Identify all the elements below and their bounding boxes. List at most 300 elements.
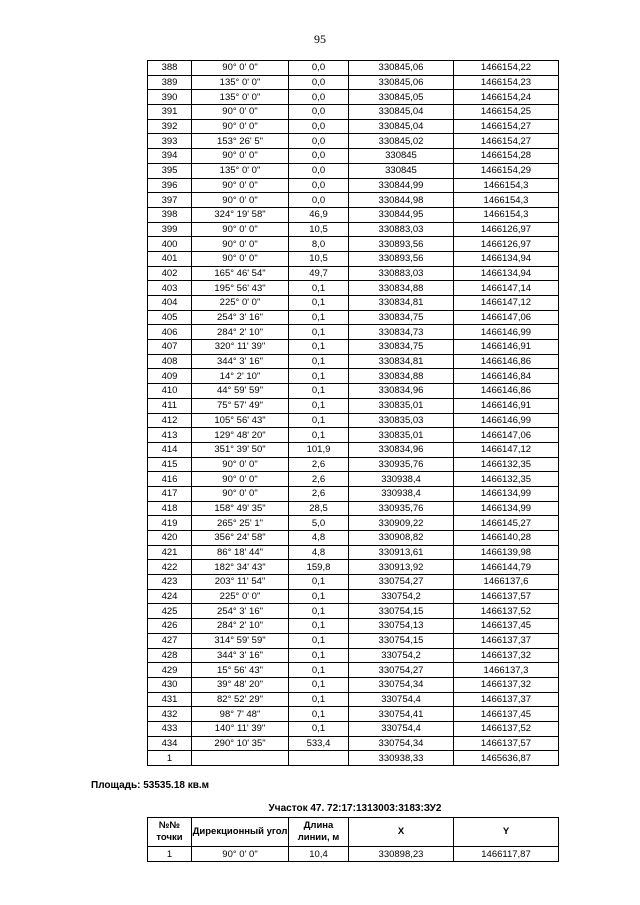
cell-point-number: 391 bbox=[148, 105, 192, 120]
cell-point-number: 397 bbox=[148, 193, 192, 208]
cell-direction-angle: 344° 3' 16" bbox=[192, 648, 289, 663]
cell-x: 330898,23 bbox=[349, 847, 454, 862]
cell-y: 1466146,86 bbox=[454, 384, 559, 399]
cell-point-number: 410 bbox=[148, 384, 192, 399]
cell-x: 330935,76 bbox=[349, 457, 454, 472]
cell-direction-angle: 225° 0' 0" bbox=[192, 589, 289, 604]
header-direction-angle: Дирекционный угол bbox=[192, 818, 289, 847]
table-row bbox=[148, 847, 559, 862]
cell-direction-angle: 290° 10' 35" bbox=[192, 736, 289, 751]
cell-y: 1466137,32 bbox=[454, 648, 559, 663]
cell-x: 330834,81 bbox=[349, 296, 454, 311]
cell-direction-angle: 98° 7' 48" bbox=[192, 707, 289, 722]
cell-point-number: 412 bbox=[148, 413, 192, 428]
cell-y: 1466154,27 bbox=[454, 119, 559, 134]
cell-line-length: 0,1 bbox=[289, 325, 349, 340]
table-row bbox=[148, 237, 559, 252]
cell-line-length: 46,9 bbox=[289, 207, 349, 222]
cell-line-length: 0,1 bbox=[289, 589, 349, 604]
cell-y: 1466154,3 bbox=[454, 193, 559, 208]
cell-y: 1465636,87 bbox=[454, 751, 559, 766]
table-row bbox=[148, 369, 559, 384]
cell-line-length: 28,5 bbox=[289, 501, 349, 516]
cell-direction-angle: 344° 3' 16" bbox=[192, 354, 289, 369]
cell-point-number: 388 bbox=[148, 61, 192, 76]
cell-y: 1466147,14 bbox=[454, 281, 559, 296]
cell-direction-angle: 182° 34' 43" bbox=[192, 560, 289, 575]
cell-line-length: 10,4 bbox=[289, 847, 349, 862]
cell-x: 330834,81 bbox=[349, 354, 454, 369]
cell-line-length: 101,9 bbox=[289, 442, 349, 457]
cell-x: 330845,05 bbox=[349, 90, 454, 105]
cell-direction-angle: 90° 0' 0" bbox=[192, 457, 289, 472]
table-row bbox=[148, 472, 559, 487]
cell-point-number: 427 bbox=[148, 633, 192, 648]
cell-direction-angle: 320° 11' 39" bbox=[192, 340, 289, 355]
cell-x: 330835,03 bbox=[349, 413, 454, 428]
cell-line-length: 159,8 bbox=[289, 560, 349, 575]
table-row bbox=[148, 266, 559, 281]
area-total: Площадь: 53535.18 кв.м bbox=[91, 780, 210, 791]
cell-direction-angle: 105° 56' 43" bbox=[192, 413, 289, 428]
cell-line-length: 0,1 bbox=[289, 721, 349, 736]
cell-y: 1466126,97 bbox=[454, 237, 559, 252]
cell-y: 1466146,99 bbox=[454, 413, 559, 428]
cell-y: 1466147,12 bbox=[454, 442, 559, 457]
cell-y: 1466132,35 bbox=[454, 472, 559, 487]
cell-point-number: 401 bbox=[148, 251, 192, 266]
cell-y: 1466147,06 bbox=[454, 428, 559, 443]
cell-direction-angle: 90° 0' 0" bbox=[192, 105, 289, 120]
cell-x: 330754,4 bbox=[349, 721, 454, 736]
cell-line-length: 0,0 bbox=[289, 163, 349, 178]
cell-x: 330834,75 bbox=[349, 310, 454, 325]
cell-direction-angle: 39° 48' 20" bbox=[192, 677, 289, 692]
cell-line-length: 49,7 bbox=[289, 266, 349, 281]
cell-x: 330834,88 bbox=[349, 281, 454, 296]
cell-point-number: 394 bbox=[148, 149, 192, 164]
cell-x: 330754,2 bbox=[349, 648, 454, 663]
table-row bbox=[148, 751, 559, 766]
cell-line-length: 0,1 bbox=[289, 369, 349, 384]
cell-y: 1466137,57 bbox=[454, 589, 559, 604]
cell-x: 330845 bbox=[349, 163, 454, 178]
cell-line-length: 2,6 bbox=[289, 486, 349, 501]
header-y: Y bbox=[454, 818, 559, 847]
table-row bbox=[148, 340, 559, 355]
cell-point-number: 420 bbox=[148, 531, 192, 546]
cell-direction-angle: 44° 59' 59" bbox=[192, 384, 289, 399]
table-row bbox=[148, 663, 559, 678]
cell-y: 1466117,87 bbox=[454, 847, 559, 862]
cell-x: 330754,13 bbox=[349, 619, 454, 634]
cell-x: 330834,96 bbox=[349, 384, 454, 399]
cell-point-number: 417 bbox=[148, 486, 192, 501]
cell-point-number: 430 bbox=[148, 677, 192, 692]
cell-point-number: 431 bbox=[148, 692, 192, 707]
cell-y: 1466137,45 bbox=[454, 707, 559, 722]
page-number: 95 bbox=[314, 32, 326, 46]
cell-point-number: 432 bbox=[148, 707, 192, 722]
cell-y: 1466154,22 bbox=[454, 61, 559, 76]
cell-line-length: 0,1 bbox=[289, 413, 349, 428]
cell-point-number: 415 bbox=[148, 457, 192, 472]
cell-direction-angle: 158° 49' 35" bbox=[192, 501, 289, 516]
cell-point-number: 416 bbox=[148, 472, 192, 487]
cell-line-length: 0,0 bbox=[289, 193, 349, 208]
cell-line-length: 0,1 bbox=[289, 619, 349, 634]
table-row bbox=[148, 163, 559, 178]
table-row bbox=[148, 428, 559, 443]
cell-line-length: 0,0 bbox=[289, 105, 349, 120]
cell-line-length: 0,1 bbox=[289, 663, 349, 678]
cell-x: 330893,56 bbox=[349, 237, 454, 252]
cell-y: 1466137,52 bbox=[454, 721, 559, 736]
cell-y: 1466154,24 bbox=[454, 90, 559, 105]
cell-line-length: 533,4 bbox=[289, 736, 349, 751]
cell-line-length: 4,8 bbox=[289, 545, 349, 560]
table-header-row bbox=[148, 818, 559, 847]
cell-point-number: 419 bbox=[148, 516, 192, 531]
cell-y: 1466154,3 bbox=[454, 178, 559, 193]
cell-x: 330754,41 bbox=[349, 707, 454, 722]
table-row bbox=[148, 516, 559, 531]
cell-point-number: 402 bbox=[148, 266, 192, 281]
cell-direction-angle: 90° 0' 0" bbox=[192, 178, 289, 193]
cell-point-number: 423 bbox=[148, 575, 192, 590]
cell-point-number: 1 bbox=[148, 751, 192, 766]
cell-point-number: 392 bbox=[148, 119, 192, 134]
cell-point-number: 428 bbox=[148, 648, 192, 663]
cell-y: 1466134,94 bbox=[454, 266, 559, 281]
table-row bbox=[148, 633, 559, 648]
table-row bbox=[148, 222, 559, 237]
table-row bbox=[148, 119, 559, 134]
cell-y: 1466137,45 bbox=[454, 619, 559, 634]
cell-direction-angle: 90° 0' 0" bbox=[192, 149, 289, 164]
cell-point-number: 405 bbox=[148, 310, 192, 325]
cell-x: 330834,75 bbox=[349, 340, 454, 355]
cell-x: 330835,01 bbox=[349, 428, 454, 443]
table-row bbox=[148, 413, 559, 428]
cell-point-number: 404 bbox=[148, 296, 192, 311]
table-row bbox=[148, 296, 559, 311]
cell-y: 1466137,52 bbox=[454, 604, 559, 619]
cell-x: 330754,4 bbox=[349, 692, 454, 707]
cell-y: 1466134,94 bbox=[454, 251, 559, 266]
section-title: Участок 47. 72:17:1313003:3183:ЗУ2 bbox=[268, 803, 442, 814]
table-row bbox=[148, 560, 559, 575]
cell-direction-angle: 90° 0' 0" bbox=[192, 119, 289, 134]
cell-y: 1466139,98 bbox=[454, 545, 559, 560]
cell-x: 330845,02 bbox=[349, 134, 454, 149]
cell-y: 1466140,28 bbox=[454, 531, 559, 546]
table-row bbox=[148, 457, 559, 472]
cell-point-number: 433 bbox=[148, 721, 192, 736]
cell-direction-angle bbox=[192, 751, 289, 766]
cell-x: 330845 bbox=[349, 149, 454, 164]
cell-x: 330913,92 bbox=[349, 560, 454, 575]
table-row bbox=[148, 384, 559, 399]
cell-line-length: 2,6 bbox=[289, 472, 349, 487]
table-row bbox=[148, 677, 559, 692]
cell-point-number: 413 bbox=[148, 428, 192, 443]
cell-line-length: 0,1 bbox=[289, 384, 349, 399]
cell-x: 330754,34 bbox=[349, 677, 454, 692]
cell-direction-angle: 90° 0' 0" bbox=[192, 237, 289, 252]
cell-point-number: 418 bbox=[148, 501, 192, 516]
cell-direction-angle: 90° 0' 0" bbox=[192, 251, 289, 266]
cell-line-length: 0,1 bbox=[289, 692, 349, 707]
header-line-length: Длина линии, м bbox=[289, 818, 349, 847]
cell-line-length: 0,0 bbox=[289, 61, 349, 76]
cell-direction-angle: 254° 3' 16" bbox=[192, 310, 289, 325]
cell-direction-angle: 75° 57' 49" bbox=[192, 398, 289, 413]
cell-direction-angle: 284° 2' 10" bbox=[192, 325, 289, 340]
cell-direction-angle: 15° 56' 43" bbox=[192, 663, 289, 678]
cell-y: 1466154,27 bbox=[454, 134, 559, 149]
cell-point-number: 426 bbox=[148, 619, 192, 634]
cell-point-number: 408 bbox=[148, 354, 192, 369]
cell-direction-angle: 356° 24' 58" bbox=[192, 531, 289, 546]
table-row bbox=[148, 501, 559, 516]
cell-x: 330913,61 bbox=[349, 545, 454, 560]
cell-x: 330754,34 bbox=[349, 736, 454, 751]
cell-line-length: 0,1 bbox=[289, 428, 349, 443]
cell-line-length: 0,1 bbox=[289, 296, 349, 311]
cell-point-number: 414 bbox=[148, 442, 192, 457]
cell-line-length: 0,1 bbox=[289, 354, 349, 369]
cell-line-length: 0,1 bbox=[289, 281, 349, 296]
cell-line-length: 0,1 bbox=[289, 340, 349, 355]
cell-direction-angle: 203° 11' 54" bbox=[192, 575, 289, 590]
table-row bbox=[148, 707, 559, 722]
cell-y: 1466145,27 bbox=[454, 516, 559, 531]
cell-x: 330893,56 bbox=[349, 251, 454, 266]
table-row bbox=[148, 281, 559, 296]
cell-direction-angle: 90° 0' 0" bbox=[192, 61, 289, 76]
cell-line-length: 4,8 bbox=[289, 531, 349, 546]
cell-direction-angle: 153° 26' 5" bbox=[192, 134, 289, 149]
cell-y: 1466147,06 bbox=[454, 310, 559, 325]
cell-x: 330754,2 bbox=[349, 589, 454, 604]
table-row bbox=[148, 90, 559, 105]
cell-x: 330754,27 bbox=[349, 575, 454, 590]
cell-point-number: 409 bbox=[148, 369, 192, 384]
cell-direction-angle: 351° 39' 50" bbox=[192, 442, 289, 457]
cell-direction-angle: 195° 56' 43" bbox=[192, 281, 289, 296]
cell-y: 1466146,91 bbox=[454, 340, 559, 355]
table-row bbox=[148, 398, 559, 413]
cell-y: 1466144,79 bbox=[454, 560, 559, 575]
coordinates-table-body bbox=[148, 61, 559, 766]
cell-y: 1466154,28 bbox=[454, 149, 559, 164]
cell-direction-angle: 135° 0' 0" bbox=[192, 90, 289, 105]
cell-y: 1466137,57 bbox=[454, 736, 559, 751]
cell-direction-angle: 90° 0' 0" bbox=[192, 222, 289, 237]
cell-point-number: 393 bbox=[148, 134, 192, 149]
cell-line-length: 10,5 bbox=[289, 222, 349, 237]
header-point-number: №№ точки bbox=[148, 818, 192, 847]
cell-point-number: 403 bbox=[148, 281, 192, 296]
table-row bbox=[148, 178, 559, 193]
cell-line-length: 0,1 bbox=[289, 633, 349, 648]
cell-y: 1466154,25 bbox=[454, 105, 559, 120]
cell-x: 330938,33 bbox=[349, 751, 454, 766]
cell-y: 1466134,99 bbox=[454, 501, 559, 516]
cell-direction-angle: 90° 0' 0" bbox=[192, 486, 289, 501]
table-row bbox=[148, 149, 559, 164]
cell-y: 1466137,32 bbox=[454, 677, 559, 692]
table-row bbox=[148, 648, 559, 663]
cell-x: 330754,15 bbox=[349, 633, 454, 648]
cell-point-number: 395 bbox=[148, 163, 192, 178]
cell-y: 1466146,86 bbox=[454, 354, 559, 369]
cell-point-number: 396 bbox=[148, 178, 192, 193]
cell-line-length: 0,1 bbox=[289, 648, 349, 663]
cell-point-number: 399 bbox=[148, 222, 192, 237]
cell-x: 330938,4 bbox=[349, 486, 454, 501]
cell-line-length: 0,0 bbox=[289, 90, 349, 105]
cell-y: 1466132,35 bbox=[454, 457, 559, 472]
cell-line-length: 0,0 bbox=[289, 134, 349, 149]
cell-x: 330835,01 bbox=[349, 398, 454, 413]
cell-point-number: 390 bbox=[148, 90, 192, 105]
cell-line-length: 0,1 bbox=[289, 575, 349, 590]
cell-x: 330845,04 bbox=[349, 105, 454, 120]
cell-direction-angle: 284° 2' 10" bbox=[192, 619, 289, 634]
table-row bbox=[148, 721, 559, 736]
cell-line-length: 0,0 bbox=[289, 178, 349, 193]
header-x: X bbox=[349, 818, 454, 847]
cell-direction-angle: 90° 0' 0" bbox=[192, 847, 289, 862]
table-row bbox=[148, 442, 559, 457]
cell-line-length: 0,1 bbox=[289, 310, 349, 325]
cell-point-number: 422 bbox=[148, 560, 192, 575]
cell-direction-angle: 129° 48' 20" bbox=[192, 428, 289, 443]
cell-x: 330844,95 bbox=[349, 207, 454, 222]
cell-direction-angle: 90° 0' 0" bbox=[192, 193, 289, 208]
cell-line-length: 0,1 bbox=[289, 677, 349, 692]
cell-line-length: 0,1 bbox=[289, 604, 349, 619]
table-row bbox=[148, 193, 559, 208]
cell-x: 330754,27 bbox=[349, 663, 454, 678]
cell-line-length: 0,1 bbox=[289, 707, 349, 722]
cell-x: 330938,4 bbox=[349, 472, 454, 487]
cell-x: 330844,98 bbox=[349, 193, 454, 208]
cell-y: 1466126,97 bbox=[454, 222, 559, 237]
cell-line-length: 0,0 bbox=[289, 149, 349, 164]
cell-x: 330935,76 bbox=[349, 501, 454, 516]
cell-y: 1466137,6 bbox=[454, 575, 559, 590]
cell-point-number: 434 bbox=[148, 736, 192, 751]
table-row bbox=[148, 354, 559, 369]
table-row bbox=[148, 575, 559, 590]
cell-direction-angle: 165° 46' 54" bbox=[192, 266, 289, 281]
table-row bbox=[148, 251, 559, 266]
cell-direction-angle: 135° 0' 0" bbox=[192, 163, 289, 178]
cell-direction-angle: 254° 3' 16" bbox=[192, 604, 289, 619]
cell-point-number: 407 bbox=[148, 340, 192, 355]
cell-x: 330834,96 bbox=[349, 442, 454, 457]
table-row bbox=[148, 692, 559, 707]
table-row bbox=[148, 531, 559, 546]
table-row bbox=[148, 589, 559, 604]
cell-line-length: 2,6 bbox=[289, 457, 349, 472]
table-row bbox=[148, 310, 559, 325]
cell-line-length bbox=[289, 751, 349, 766]
cell-x: 330845,06 bbox=[349, 61, 454, 76]
cell-line-length: 0,0 bbox=[289, 119, 349, 134]
cell-x: 330844,99 bbox=[349, 178, 454, 193]
cell-line-length: 5,0 bbox=[289, 516, 349, 531]
cell-y: 1466134,99 bbox=[454, 486, 559, 501]
cell-direction-angle: 90° 0' 0" bbox=[192, 472, 289, 487]
table-row bbox=[148, 604, 559, 619]
cell-direction-angle: 324° 19' 58" bbox=[192, 207, 289, 222]
table-row bbox=[148, 736, 559, 751]
cell-direction-angle: 140° 11' 39" bbox=[192, 721, 289, 736]
cell-direction-angle: 225° 0' 0" bbox=[192, 296, 289, 311]
cell-y: 1466147,12 bbox=[454, 296, 559, 311]
cell-y: 1466154,23 bbox=[454, 75, 559, 90]
table-row bbox=[148, 207, 559, 222]
cell-point-number: 1 bbox=[148, 847, 192, 862]
table-row bbox=[148, 545, 559, 560]
table-row bbox=[148, 134, 559, 149]
cell-line-length: 0,0 bbox=[289, 75, 349, 90]
cell-x: 330883,03 bbox=[349, 266, 454, 281]
cell-direction-angle: 265° 25' 1" bbox=[192, 516, 289, 531]
cell-point-number: 425 bbox=[148, 604, 192, 619]
cell-point-number: 400 bbox=[148, 237, 192, 252]
cell-x: 330845,06 bbox=[349, 75, 454, 90]
cell-direction-angle: 82° 52' 29" bbox=[192, 692, 289, 707]
cell-x: 330883,03 bbox=[349, 222, 454, 237]
cell-point-number: 429 bbox=[148, 663, 192, 678]
cell-y: 1466137,37 bbox=[454, 633, 559, 648]
table-row bbox=[148, 325, 559, 340]
cell-x: 330845,04 bbox=[349, 119, 454, 134]
cell-y: 1466154,3 bbox=[454, 207, 559, 222]
table-row bbox=[148, 619, 559, 634]
cell-line-length: 8,0 bbox=[289, 237, 349, 252]
cell-x: 330754,15 bbox=[349, 604, 454, 619]
cell-direction-angle: 14° 2' 10" bbox=[192, 369, 289, 384]
cell-point-number: 421 bbox=[148, 545, 192, 560]
cell-x: 330834,73 bbox=[349, 325, 454, 340]
parcel-coordinates-table-body bbox=[148, 847, 559, 862]
table-row bbox=[148, 486, 559, 501]
parcel-coordinates-table bbox=[147, 817, 559, 862]
cell-y: 1466137,37 bbox=[454, 692, 559, 707]
cell-y: 1466137,3 bbox=[454, 663, 559, 678]
cell-x: 330908,82 bbox=[349, 531, 454, 546]
cell-direction-angle: 135° 0' 0" bbox=[192, 75, 289, 90]
cell-direction-angle: 86° 18' 44" bbox=[192, 545, 289, 560]
cell-y: 1466146,91 bbox=[454, 398, 559, 413]
cell-direction-angle: 314° 59' 59" bbox=[192, 633, 289, 648]
cell-point-number: 398 bbox=[148, 207, 192, 222]
cell-point-number: 406 bbox=[148, 325, 192, 340]
table-row bbox=[148, 105, 559, 120]
cell-point-number: 424 bbox=[148, 589, 192, 604]
coordinates-table bbox=[147, 60, 559, 766]
cell-y: 1466146,99 bbox=[454, 325, 559, 340]
cell-line-length: 10,5 bbox=[289, 251, 349, 266]
cell-y: 1466146,84 bbox=[454, 369, 559, 384]
cell-y: 1466154,29 bbox=[454, 163, 559, 178]
